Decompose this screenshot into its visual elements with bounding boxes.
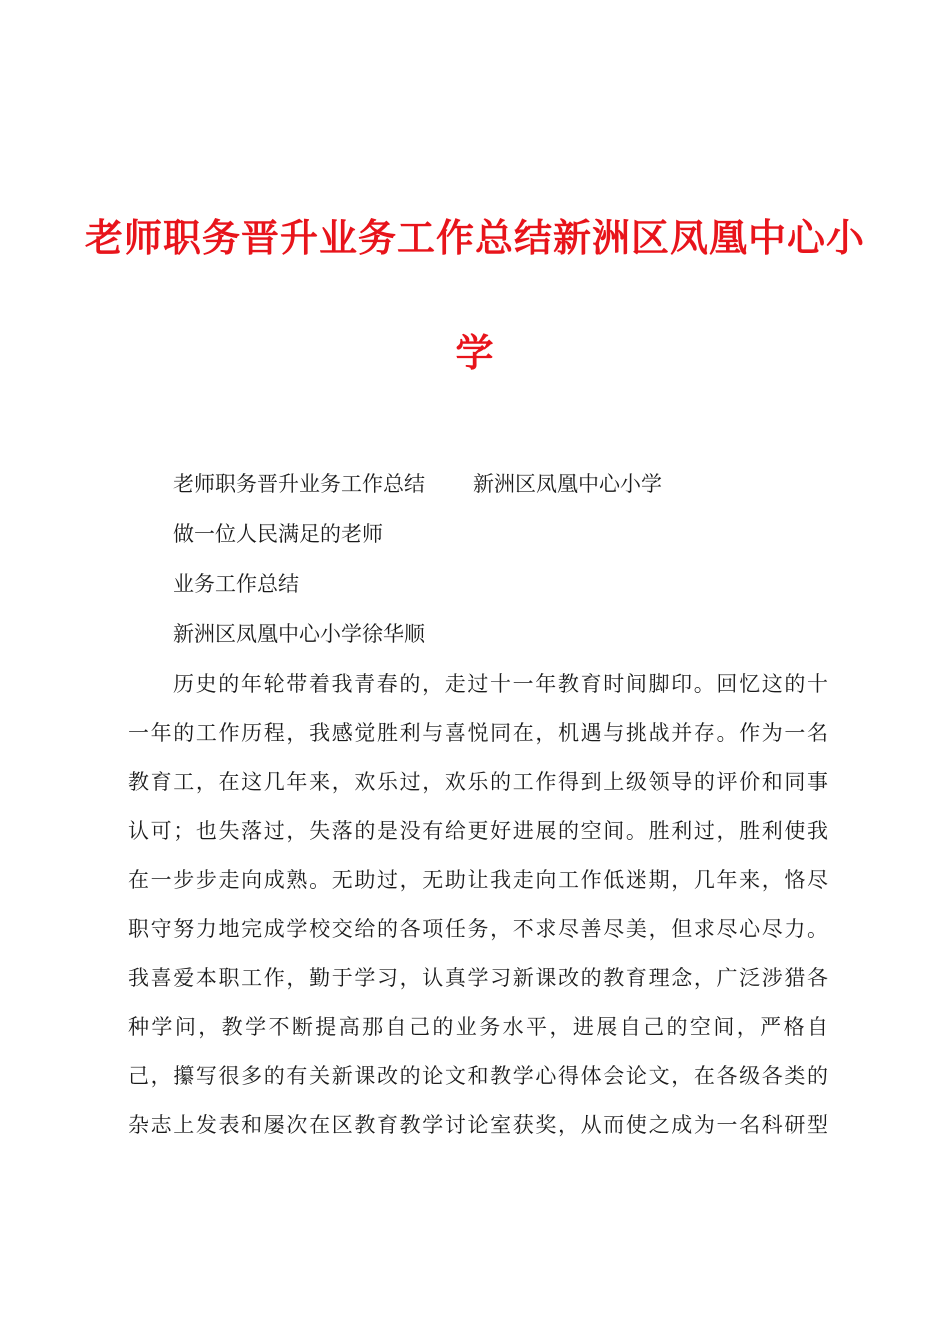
subtitle: 做一位人民满足的老师 bbox=[173, 522, 383, 546]
section-heading: 业务工作总结 bbox=[173, 572, 299, 596]
body-line: 在一步步走向成熟。无助过，无助让我走向工作低迷期，几年来，恪尽 bbox=[128, 868, 828, 892]
document-title-line-1: 老师职务晋升业务工作总结新洲区凤凰中心小 bbox=[84, 215, 865, 260]
body-line: 教育工，在这几年来，欢乐过，欢乐的工作得到上级领导的评价和同事 bbox=[128, 770, 828, 794]
body-line: 一年的工作历程，我感觉胜利与喜悦同在，机遇与挑战并存。作为一名 bbox=[128, 721, 828, 745]
body-line: 历史的年轮带着我青春的，走过十一年教育时间脚印。回忆这的十 bbox=[173, 672, 828, 696]
header-right-text: 新洲区凤凰中心小学 bbox=[473, 472, 662, 496]
header-left-text: 老师职务晋升业务工作总结 bbox=[173, 472, 425, 496]
body-line: 我喜爱本职工作，勤于学习，认真学习新课改的教育理念，广泛涉猎各 bbox=[128, 966, 828, 990]
body-line: 认可；也失落过，失落的是没有给更好进展的空间。胜利过，胜利使我 bbox=[128, 819, 828, 843]
body-line: 种学问，教学不断提高那自己的业务水平，进展自己的空间，严格自 bbox=[128, 1015, 828, 1039]
author-line: 新洲区凤凰中心小学徐华顺 bbox=[173, 622, 425, 646]
body-line: 杂志上发表和屡次在区教育教学讨论室获奖，从而使之成为一名科研型 bbox=[128, 1113, 828, 1137]
header-line bbox=[173, 469, 662, 499]
document-title-line-2: 学 bbox=[455, 330, 495, 375]
body-line: 己，攥写很多的有关新课改的论文和教学心得体会论文，在各级各类的 bbox=[128, 1064, 828, 1088]
body-line: 职守努力地完成学校交给的各项任务，不求尽善尽美，但求尽心尽力。 bbox=[128, 917, 828, 941]
